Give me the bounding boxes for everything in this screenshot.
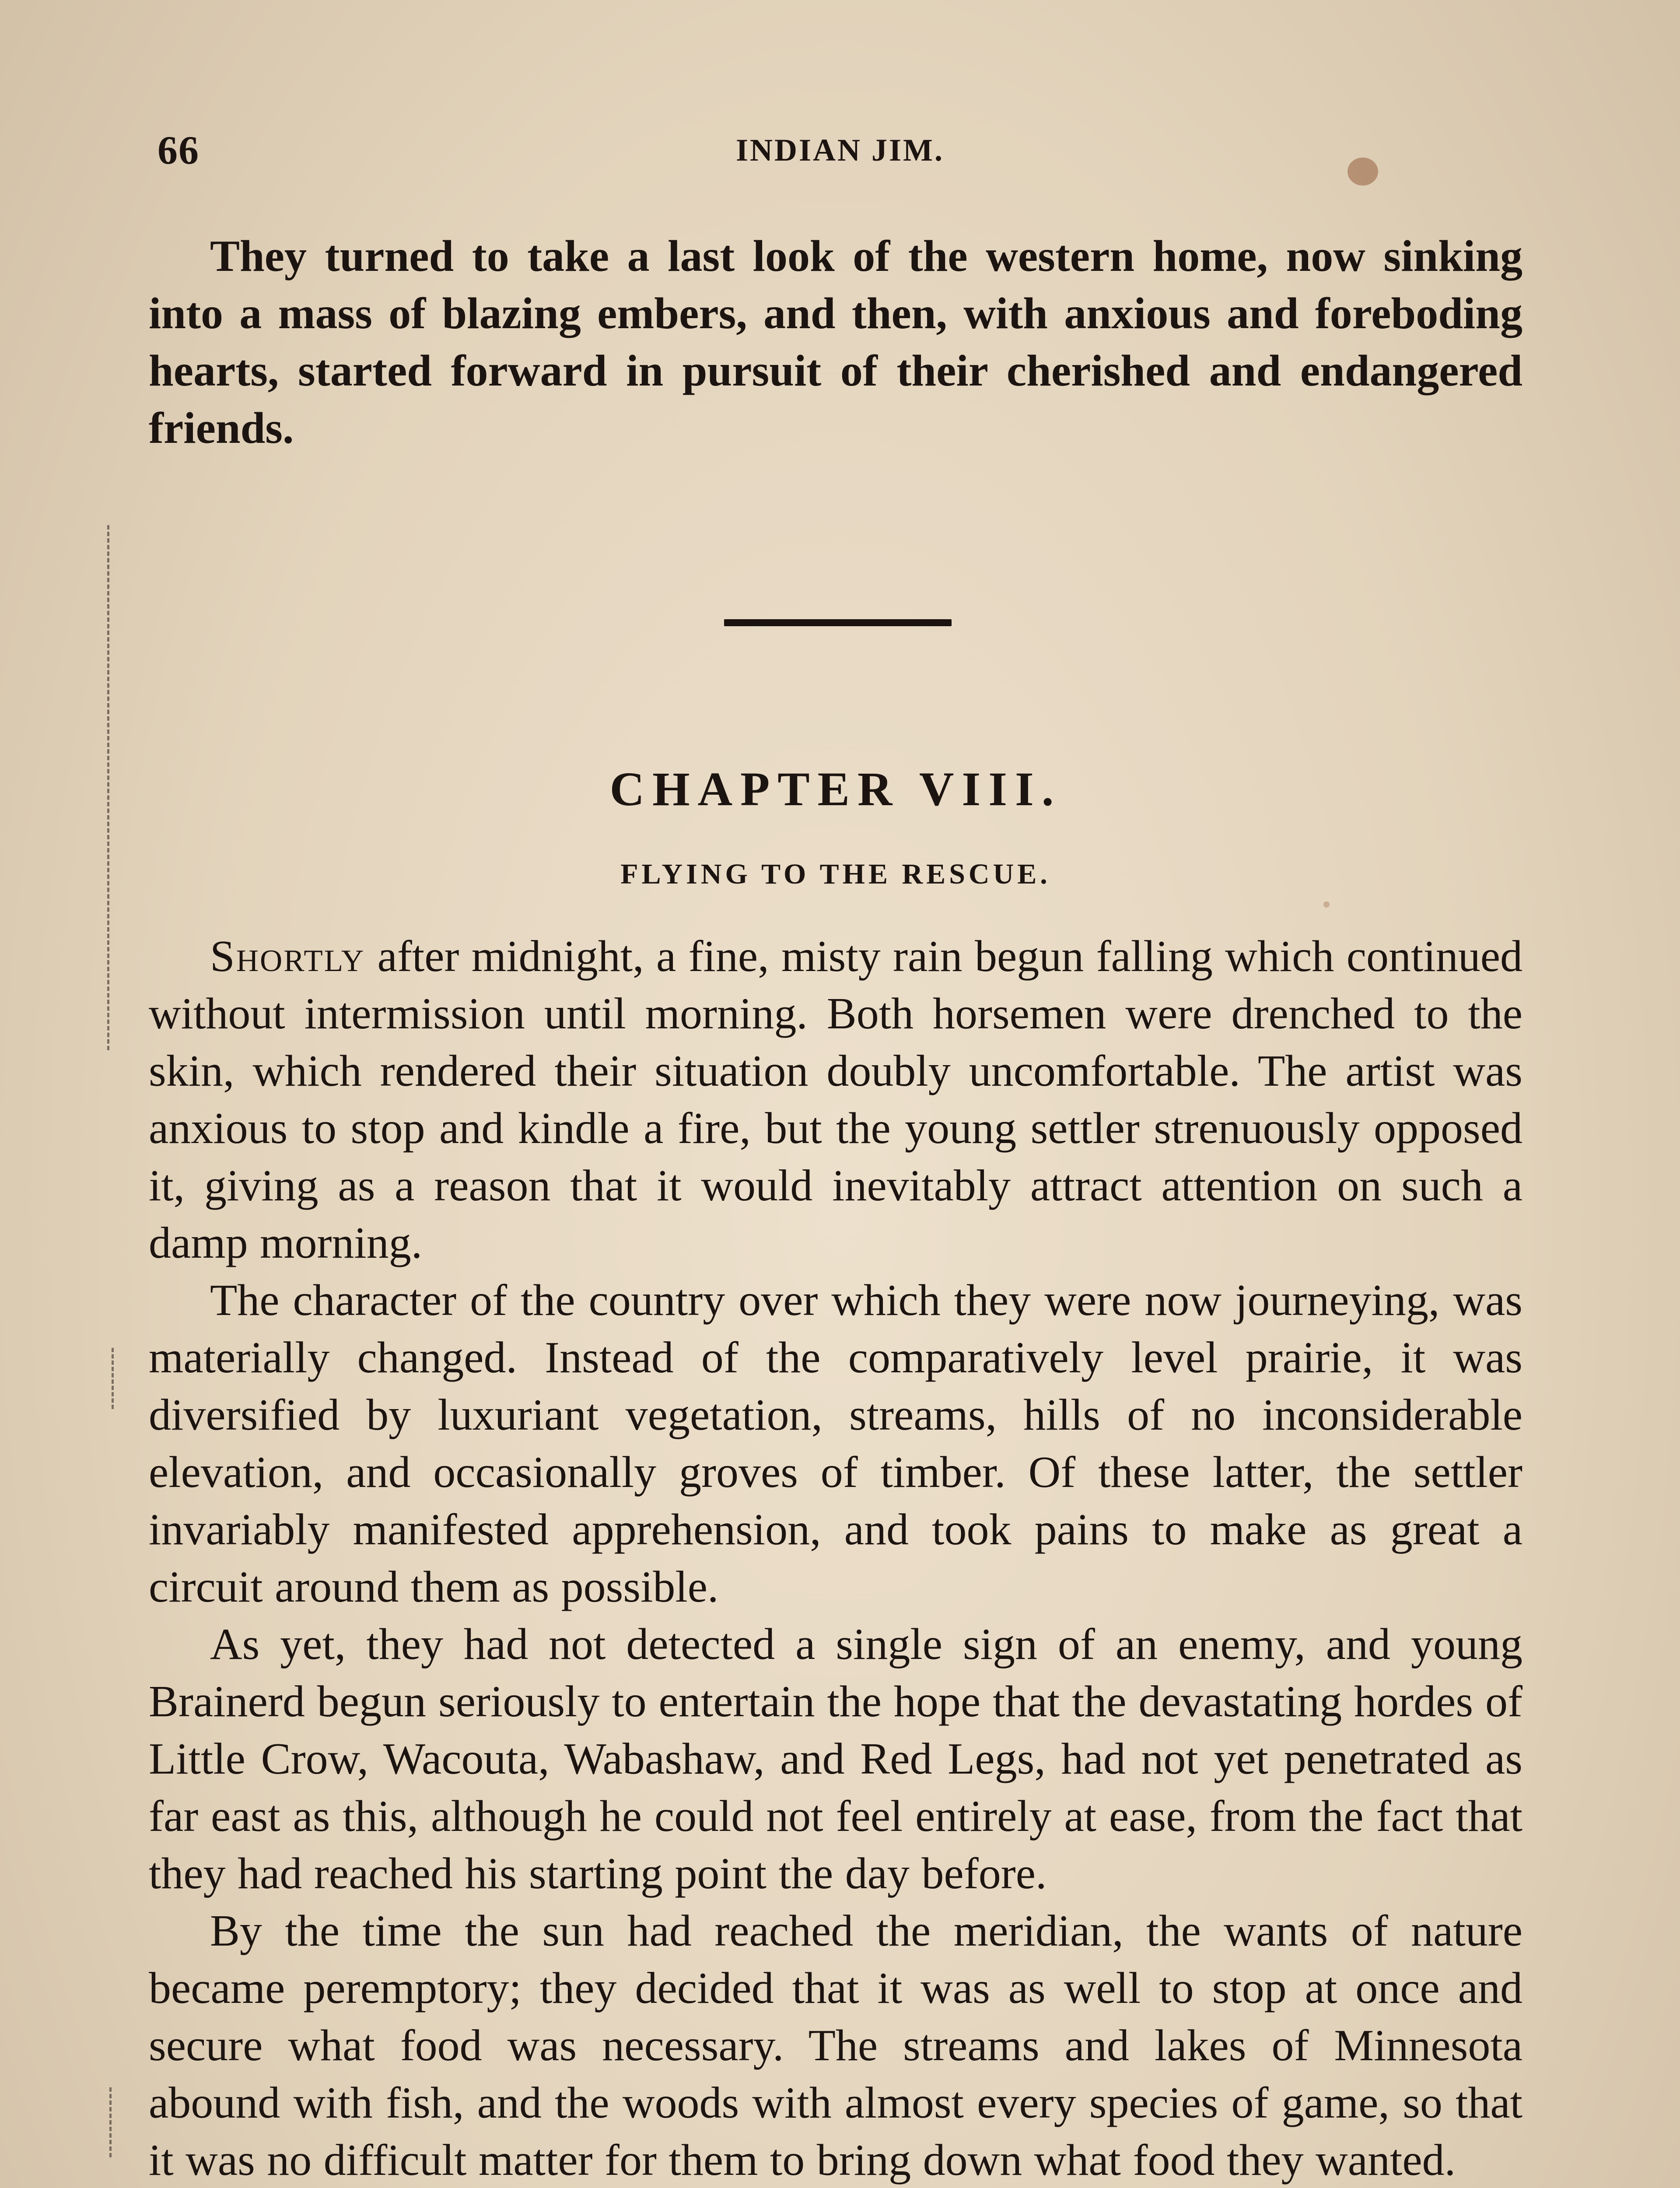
continuation-paragraph: [149, 228, 1522, 457]
page-number: 66: [158, 128, 200, 172]
paragraph: By the time the sun had reached the meridian, the wants of nature became peremptory; they decided that it was as well to stop at once and secure what food was necessary. The streams and lakes of Minnesota abound with fish, and the woods with almost every species of game, so that it was no difficult matter for them to bring down what food they wanted.: [149, 1906, 1522, 2185]
paragraph-text: after midnight, a fine, misty rain begun falling which continued without intermission until morning. Both horsemen were drenched to the skin, which rendered their situation doubly uncomfortable. The artist was anxious to stop and kindle a fire, but the young settler strenuously opposed it, giving as a reason that it would inevitably attract attention on such a damp morning.: [149, 932, 1522, 1268]
paragraph: As yet, they had not detected a single sign of an enemy, and young Brainerd begun seriously to entertain the hope that the devastating hordes of Little Crow, Wacouta, Wabashaw, and Red Legs, had not yet penetrated as far east as this, although he could not feel entirely at ease, from the fact that they had reached his starting point the day before.: [149, 1620, 1522, 1898]
chapter-heading: CHAPTER VIII.: [609, 762, 1062, 816]
margin-mark: [109, 2087, 112, 2157]
running-title: INDIAN JIM.: [736, 133, 944, 168]
margin-mark: [107, 525, 109, 1050]
paragraph: They turned to take a last look of the western home, now sinking into a mass of blazing embers, and then, with anxious and foreboding hearts, started forward in pursuit of their cherished and endangered friends.: [149, 231, 1522, 453]
page-header: [158, 127, 1522, 175]
chapter-body: [149, 928, 1522, 2188]
paper-stain: [1323, 901, 1330, 908]
chapter-subtitle: FLYING TO THE RESCUE.: [620, 858, 1051, 890]
paragraph: The character of the country over which they were now journeying, was materially changed. Instead of the comparatively level prairie, it was diversified by luxuriant vegetation, streams, hills of no inconsiderable elevation, and occasionally groves of timber. Of these latter, the settler invariably manifested apprehension, and took pains to make as great a circuit around them as possible.: [149, 1276, 1522, 1612]
paragraph-lead-word: Shortly: [210, 932, 365, 981]
margin-mark: [112, 1348, 114, 1409]
section-rule: [724, 619, 952, 626]
paragraph: [149, 928, 1522, 1272]
